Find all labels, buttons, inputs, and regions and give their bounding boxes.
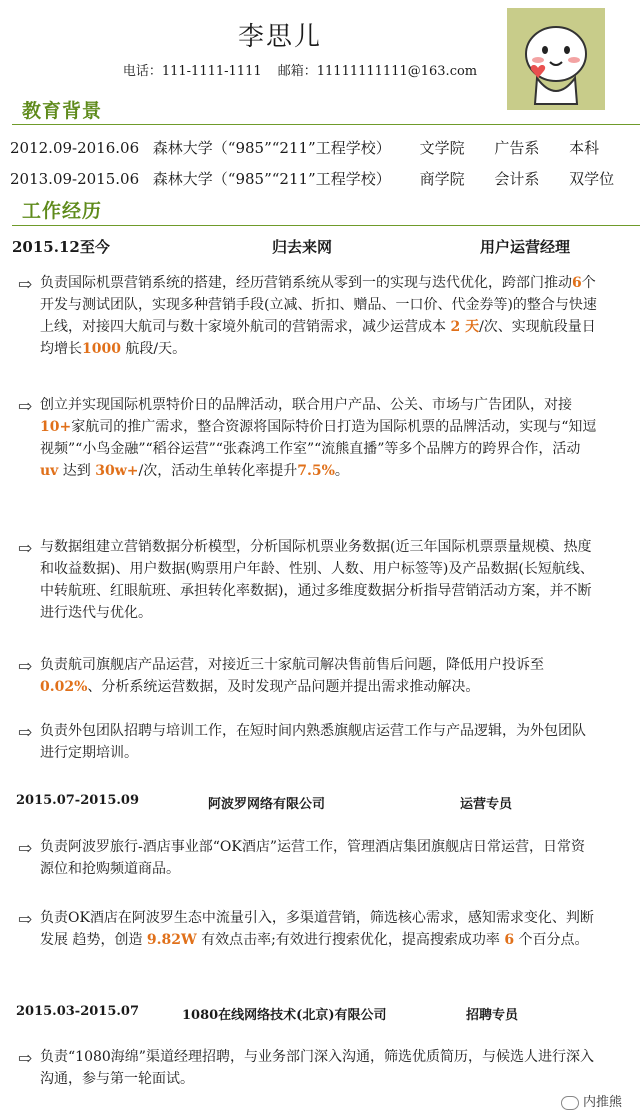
highlight-value: 1000 [82, 341, 121, 357]
job-bullet [18, 1046, 598, 1090]
education-row [10, 168, 614, 189]
edu-period: 2012.09-2016.06 [10, 139, 140, 157]
job-position: 招聘专员 [466, 1008, 519, 1023]
work-title: 工作经历 [22, 200, 103, 222]
highlight-value: uv [40, 463, 59, 479]
highlight-value: 0.02% [40, 679, 88, 695]
job-bullet [18, 720, 598, 764]
job-period: 2015.07-2015.09 [16, 793, 139, 808]
highlight-value: 10+ [40, 419, 72, 435]
edu-degree: 本科 [569, 139, 600, 157]
edu-dept: 会计系 [494, 170, 540, 188]
arrow-icon: ⇨ [18, 839, 33, 859]
edu-period: 2013.09-2015.06 [10, 170, 140, 188]
job-bullet [18, 654, 598, 698]
job-bullet [18, 536, 598, 624]
bullet-text: 负责“1080海绵”渠道经理招聘，与业务部门深入沟通，筛选优质简历，与候选人进行深入沟通，参与第一轮面试。 [40, 1049, 594, 1087]
watermark [561, 1091, 622, 1110]
email: 邮箱：11111111111@163.com [277, 64, 478, 79]
highlight-value: 2 天 [450, 319, 480, 335]
job-bullet [18, 272, 598, 360]
job-position: 用户运营经理 [480, 238, 571, 256]
work-divider [12, 225, 640, 226]
arrow-icon: ⇨ [18, 657, 33, 677]
arrow-icon: ⇨ [18, 397, 33, 417]
avatar [507, 8, 605, 110]
job-position: 运营专员 [460, 797, 513, 812]
education-title: 教育背景 [22, 100, 103, 122]
bullet-text: 负责外包团队招聘与培训工作，在短时间内熟悉旗舰店运营工作与产品逻辑，为外包团队进行定期培训。 [40, 723, 586, 761]
edu-college: 商学院 [419, 170, 465, 188]
job-period: 2015.12至今 [12, 238, 110, 256]
job-company: 归去来网 [272, 238, 333, 256]
arrow-icon: ⇨ [18, 539, 33, 559]
job-company: 1080在线网络技术(北京)有限公司 [182, 1008, 387, 1023]
highlight-value: 6 [572, 275, 582, 291]
watermark-text: 内推熊 [582, 1094, 622, 1109]
bullet-text: 与数据组建立营销数据分析模型，分析国际机票业务数据(近三年国际机票票量规模、热度和收益数据)、用户数据(购票用户年龄、性别、人数、用户标签等)及产品数据(长短航线、中转航班、红眼航班、承担转化率数据)，通过多维度数据分析指导营销活动方案，并不断进行迭代与优化。 [40, 539, 594, 621]
arrow-icon: ⇨ [18, 275, 33, 295]
bullet-text: 负责航司旗舰店产品运营，对接近三十家航司解决售前售后问题，降低用户投诉至 0.02%、分析系统运营数据，及时发现产品问题并提出需求推动解决。 [40, 657, 544, 695]
arrow-icon: ⇨ [18, 1049, 33, 1069]
bullet-text: 负责OK酒店在阿波罗生态中流量引入，多渠道营销，筛选核心需求，感知需求变化、判断发展 趋势，创造 9.82W 有效点击率;有效进行搜索优化，提高搜索成功率 6 个百分点。 [40, 910, 594, 948]
wechat-icon [561, 1096, 579, 1110]
edu-school: 森林大学（“985”“211”工程学校） [152, 170, 391, 188]
highlight-value: 6 [504, 932, 515, 948]
candidate-name: 李思儿 [237, 22, 322, 52]
education-row [10, 137, 599, 158]
arrow-icon: ⇨ [18, 723, 33, 743]
bullet-text: 创立并实现国际机票特价日的品牌活动，联合用户产品、公关、市场与广告团队，对接10+家航司的推广需求，整合资源将国际特价日打造为国际机票的品牌活动，实现与“知逗视频”“小鸟金融”“稻谷运营”“张森鸿工作室”“流熊直播”等多个品牌方的跨界合作，活动 uv 达到 30w+/次，活动生单转化率提升7.5%。 [40, 397, 597, 479]
job-bullet [18, 836, 598, 880]
job-bullet [18, 394, 598, 482]
phone: 电话：111-1111-1111 [122, 64, 262, 79]
edu-degree: 双学位 [569, 170, 615, 188]
job-company: 阿波罗网络有限公司 [208, 797, 326, 812]
bullet-text: 负责国际机票营销系统的搭建，经历营销系统从零到一的实现与迭代优化，跨部门推动6个开发与测试团队，实现多种营销手段(立减、折扣、赠品、一口价、代金券等)的整合与快速上线，对接四大航司与数十家境外航司的营销需求，减少运营成本 2 天/次、实现航段量日均增长1000 航段/天。 [40, 275, 597, 357]
highlight-value: 30w+ [95, 463, 139, 479]
arrow-icon: ⇨ [18, 910, 33, 930]
avatar-illustration [507, 8, 605, 110]
job-period: 2015.03-2015.07 [16, 1004, 139, 1019]
bullet-text: 负责阿波罗旅行-酒店事业部“OK酒店”运营工作，管理酒店集团旗舰店日常运营，日常资源位和抢购频道商品。 [40, 839, 585, 877]
job-bullet [18, 907, 598, 951]
highlight-value: 7.5% [297, 463, 335, 479]
highlight-value: 9.82W [146, 932, 197, 948]
edu-school: 森林大学（“985”“211”工程学校） [152, 139, 391, 157]
edu-college: 文学院 [419, 139, 465, 157]
edu-dept: 广告系 [494, 139, 540, 157]
education-divider [12, 124, 640, 125]
